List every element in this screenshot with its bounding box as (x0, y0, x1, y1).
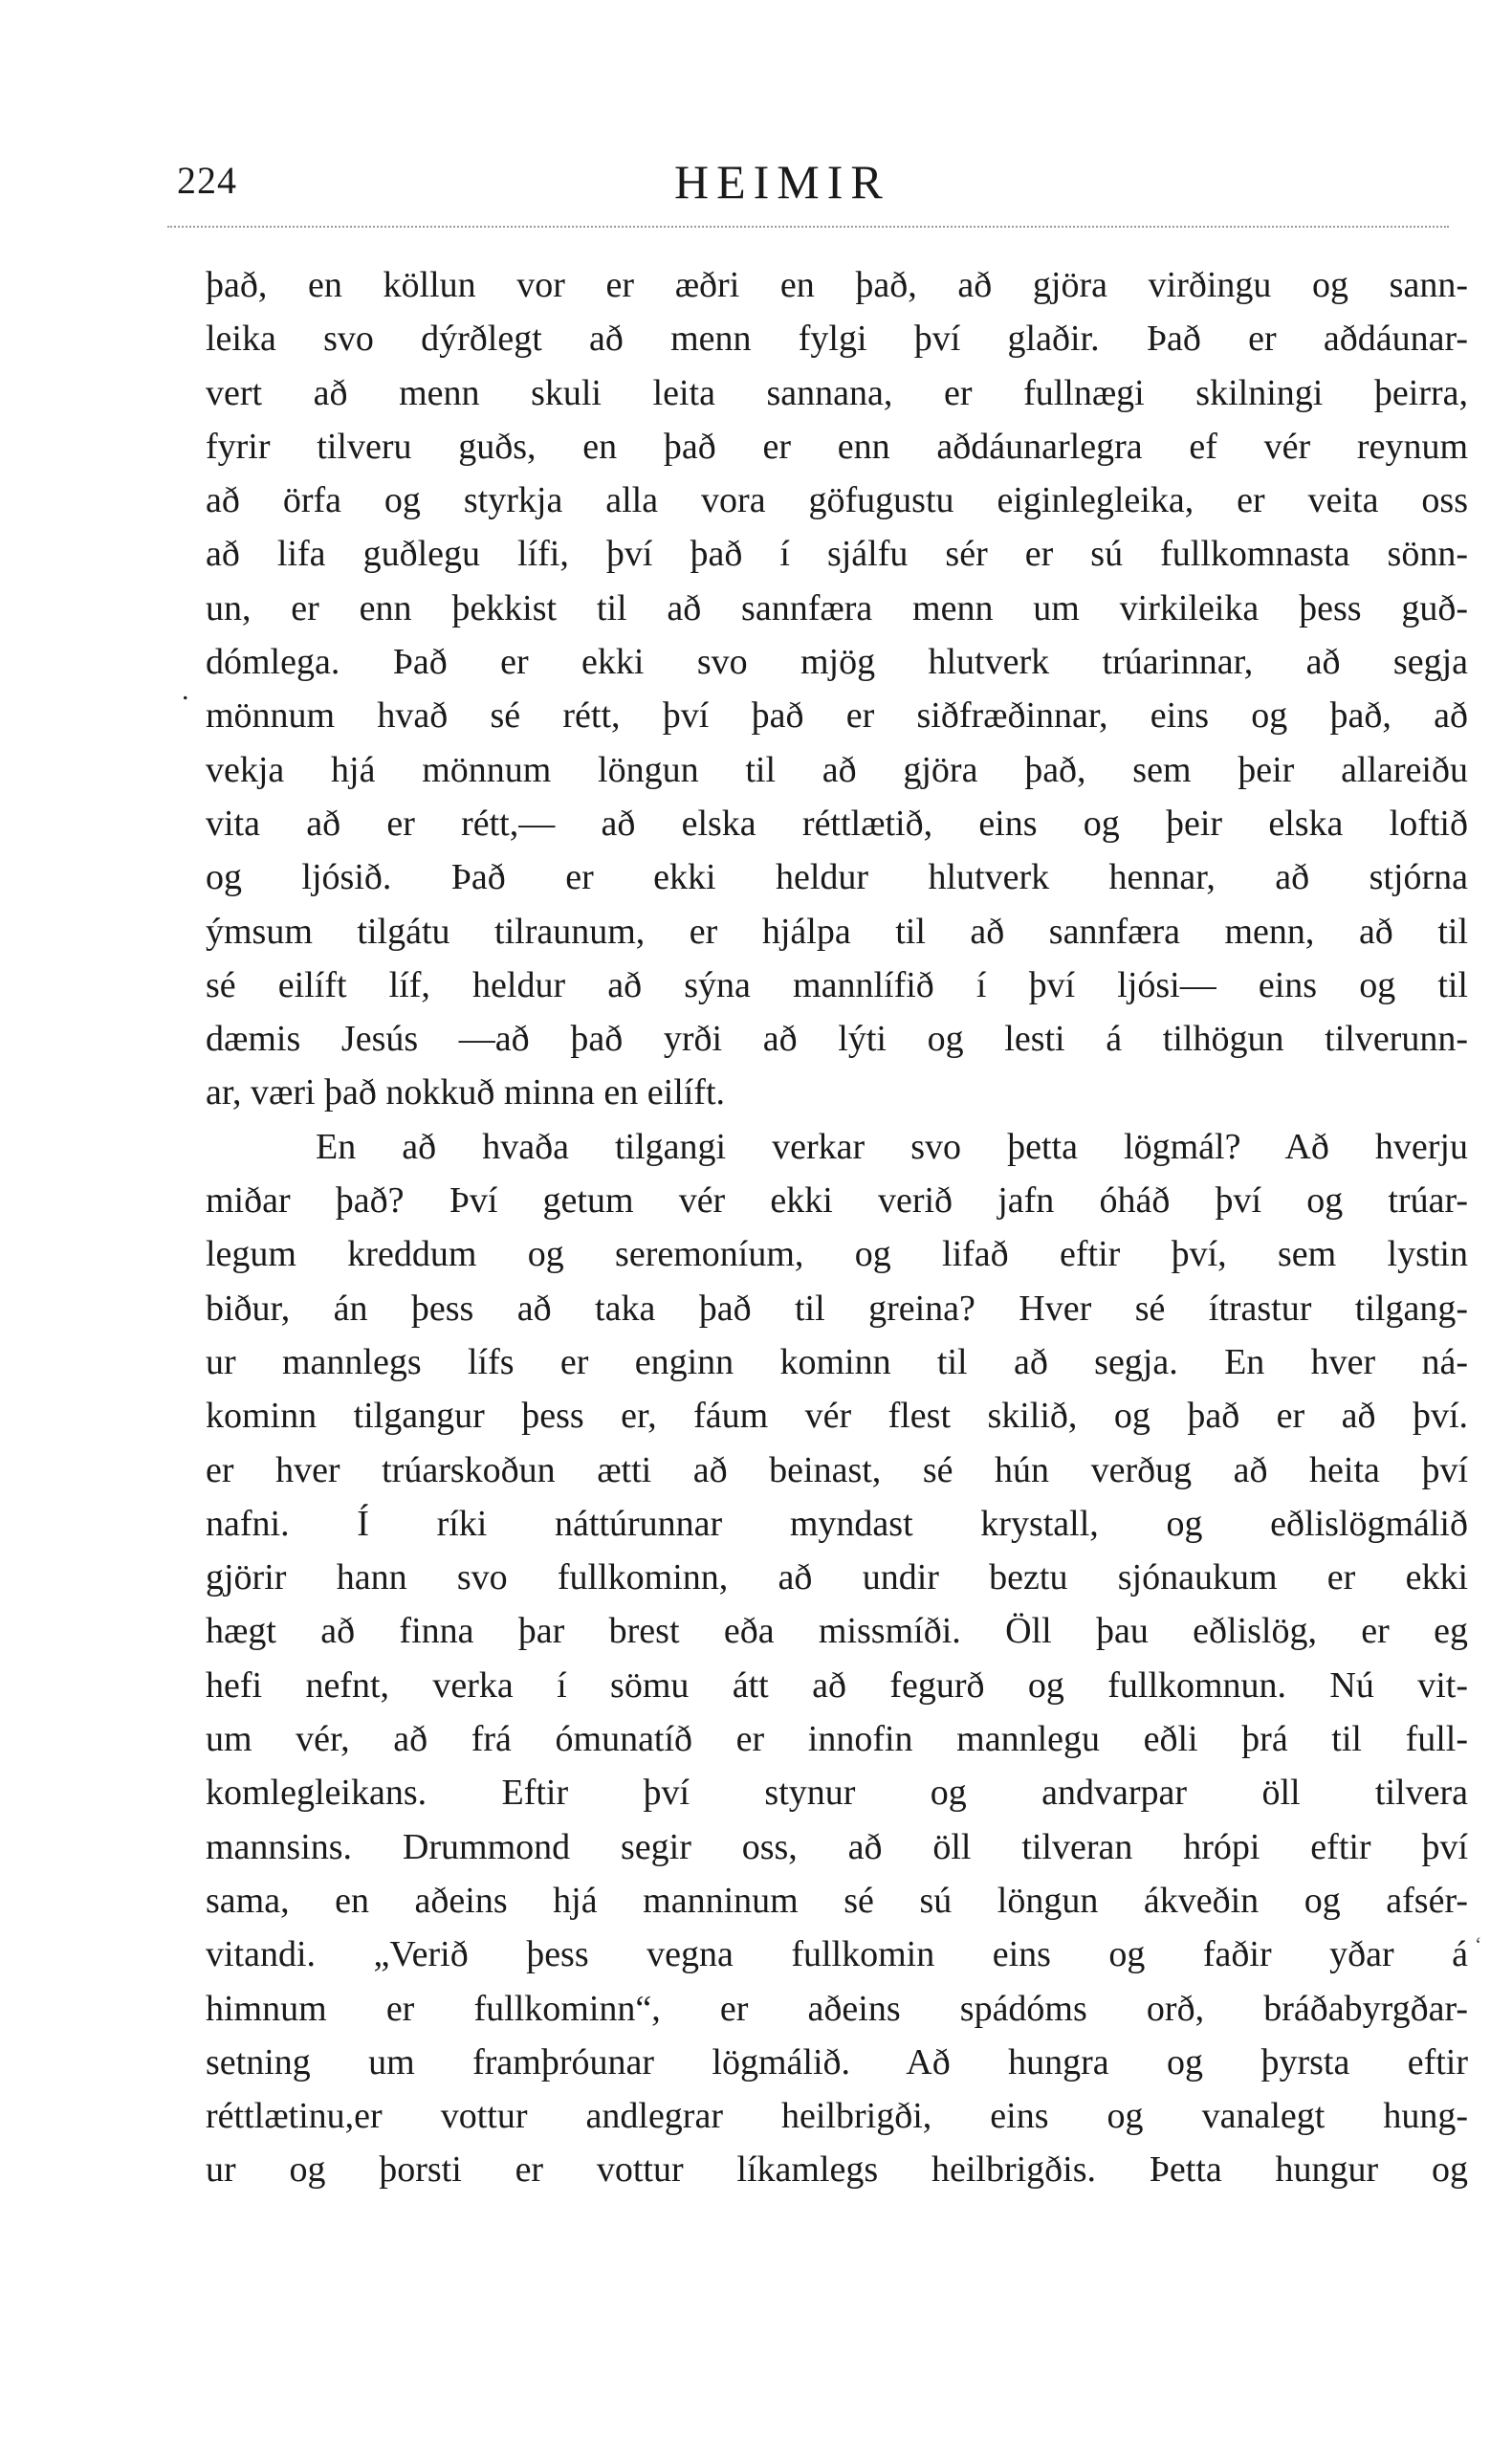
text-line: um vér, að frá ómunatíð er innofin mannlegu eðli þrá til full- (206, 1719, 1468, 1760)
text-line: er hver trúarskoðun ætti að beinast, sé hún verðug að heita því (206, 1449, 1468, 1490)
text-line: vita að er rétt,— að elska réttlætið, eins og þeir elska loftið (206, 803, 1468, 844)
text-line: vitandi. „Verið þess vegna fullkomin eins og faðir yðar á (206, 1934, 1468, 1975)
text-line: nafni. Í ríki náttúrunnar myndast krystall, og eðlislögmálið (206, 1503, 1468, 1544)
text-line: dómlega. Það er ekki svo mjög hlutverk trúarinnar, að segja (206, 642, 1468, 683)
text-line: hægt að finna þar brest eða missmíði. Öll þau eðlislög, er eg (206, 1611, 1468, 1652)
text-line: ýmsum tilgátu tilraunum, er hjálpa til að sannfæra menn, að til (206, 911, 1468, 952)
text-line: að lifa guðlegu lífi, því það í sjálfu sér er sú fullkomnasta sönn- (206, 534, 1468, 575)
text-line: vert að menn skuli leita sannana, er fullnægi skilningi þeirra, (206, 372, 1468, 413)
text-line: fyrir tilveru guðs, en það er enn aðdáunarlegra ef vér reynum (206, 426, 1468, 467)
text-line: biður, án þess að taka það til greina? Hver sé ítrastur tilgang- (206, 1288, 1468, 1329)
text-line: himnum er fullkominn“, er aðeins spádóms orð, bráðabyrgðar- (206, 1988, 1468, 2029)
text-line: komlegleikans. Eftir því stynur og andvarpar öll tilvera (206, 1773, 1468, 1814)
text-line: vekja hjá mönnum löngun til að gjöra það, sem þeir allareiðu (206, 749, 1468, 790)
text-line: miðar það? Því getum vér ekki verið jafn óháð því og trúar- (206, 1180, 1468, 1222)
text-line: réttlætinu,er vottur andlegrar heilbrigði, eins og vanalegt hung- (206, 2096, 1468, 2137)
text-line: gjörir hann svo fullkominn, að undir beztu sjónaukum er ekki (206, 1557, 1468, 1598)
margin-mark: . (182, 674, 189, 706)
text-line: og ljósið. Það er ekki heldur hlutverk hennar, að stjórna (206, 857, 1468, 898)
header-rule (167, 226, 1449, 228)
text-line: leika svo dýrðlegt að menn fylgi því glaðir. Það er aðdáunar- (206, 319, 1468, 360)
text-line: setning um framþróunar lögmálið. Að hungra og þyrsta eftir (206, 2041, 1468, 2082)
text-line: það, en köllun vor er æðri en það, að gjöra virðingu og sann- (206, 265, 1468, 305)
text-line: mannsins. Drummond segir oss, að öll tilveran hrópi eftir því (206, 1826, 1468, 1867)
text-line: mönnum hvað sé rétt, því það er siðfræðinnar, eins og það, að (206, 695, 1468, 737)
text-line: að örfa og styrkja alla vora göfugustu eiginlegleika, er veita oss (206, 480, 1468, 521)
running-title: HEIMIR (674, 155, 890, 209)
text-line: dæmis Jesús —að það yrði að lýti og lesti á tilhögun tilverunn- (206, 1019, 1468, 1060)
text-line: En að hvaða tilgangi verkar svo þetta lögmál? Að hverju (316, 1126, 1468, 1167)
text-line: legum kreddum og seremoníum, og lifað eftir því, sem lystin (206, 1234, 1468, 1275)
page-header (177, 155, 1478, 215)
text-line: ur og þorsti er vottur líkamlegs heilbrigðis. Þetta hungur og (206, 2149, 1468, 2191)
text-line: ur mannlegs lífs er enginn kominn til að segja. En hver ná- (206, 1341, 1468, 1382)
page-number: 224 (177, 159, 237, 202)
text-line: sama, en aðeins hjá manninum sé sú löngun ákveðin og afsér- (206, 1880, 1468, 1921)
text-line: kominn tilgangur þess er, fáum vér flest skilið, og það er að því. (206, 1396, 1468, 1437)
text-line: sé eilíft líf, heldur að sýna mannlífið í því ljósi— eins og til (206, 964, 1468, 1005)
text-line: hefi nefnt, verka í sömu átt að fegurð og fullkomnun. Nú vit- (206, 1664, 1468, 1706)
text-line: ar, væri það nokkuð minna en eilíft. (206, 1072, 726, 1113)
edge-mark: ‘ (1475, 1932, 1482, 1956)
body-text (206, 258, 1468, 2197)
text-line: un, er enn þekkist til að sannfæra menn um virkileika þess guð- (206, 587, 1468, 628)
